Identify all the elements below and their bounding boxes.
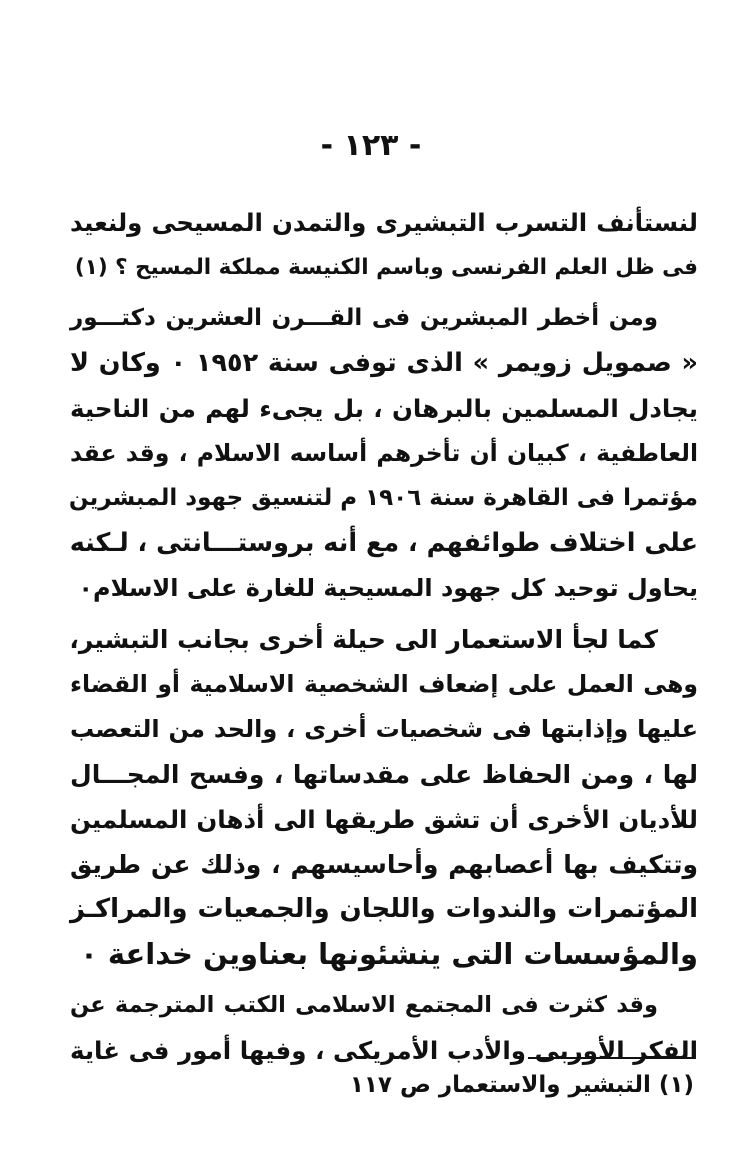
text-line: العاطفية ، كبيان أن تأخرهم أساسه الاسلام ، وقد عقد [70,439,698,467]
text-line: وتتكيف بها أعصابهم وأحاسيسهم ، وذلك عن طريق [70,850,698,879]
text-line: لنستأنف التسرب التبشيرى والتمدن المسيحى ولنعيد [70,208,698,237]
footnote-divider [528,1057,694,1059]
text-line: على اختلاف طوائفهم ، مع أنه بروستـــانتى ، لـكنه [69,528,698,558]
footnote: (١) التبشير والاستعمار ص ١١٧ [349,1072,694,1098]
text-line: للأديان الأخرى أن تشق طريقها الى أذهان المسلمين [70,805,698,834]
text-line: يحاول توحيد كل جهود المسيحية للغارة على الاسلام٠ [78,574,698,602]
paragraph-4 [70,983,698,1073]
text-line: وقد كثرت فى المجتمع الاسلامى الكتب المترجمة عن [70,992,658,1018]
body-text [70,200,698,1079]
text-line: مؤتمرا فى القاهرة سنة ١٩٠٦ م لتنسيق جهود المبشرين [68,485,698,511]
text-line: عليها وإذابتها فى شخصيات أخرى ، والحد من التعصب [70,715,698,743]
text-line: المؤتمرات والندوات واللجان والجمعيات والمراكـز [70,894,698,924]
text-line: « صمويل زويمر » الذى توفى سنة ١٩٥٢ ٠ وكان لا [70,348,698,378]
text-line: ومن أخطر المبشرين فى القـــرن العشرين دكتـــور [70,305,658,331]
page-number: - ١٢٣ - [320,128,422,163]
paragraph-2 [70,296,698,611]
text-line: يجادل المسلمين بالبرهان ، بل يجىء لهم من الناحية [70,394,698,423]
text-line: فى ظل العلم الفرنسى وباسم الكنيسة مملكة المسيح ؟ (١) [74,255,698,280]
text-line: والمؤسسات التى ينشئونها بعناوين خداعة ٠ [80,937,698,971]
text-line: كما لجأ الاستعمار الى حيلة أخرى بجانب التبشير، [69,625,658,654]
paragraph-3 [70,617,698,977]
paragraph-1 [70,200,698,290]
text-line: لها ، ومن الحفاظ على مقدساتها ، وفسح المجـــال [70,760,698,789]
text-line: الفكر الأوربى والأدب الأمريكى ، وفيها أمور فى غاية [70,1036,698,1065]
text-line: وهى العمل على إضعاف الشخصية الاسلامية أو القضاء [70,670,698,698]
